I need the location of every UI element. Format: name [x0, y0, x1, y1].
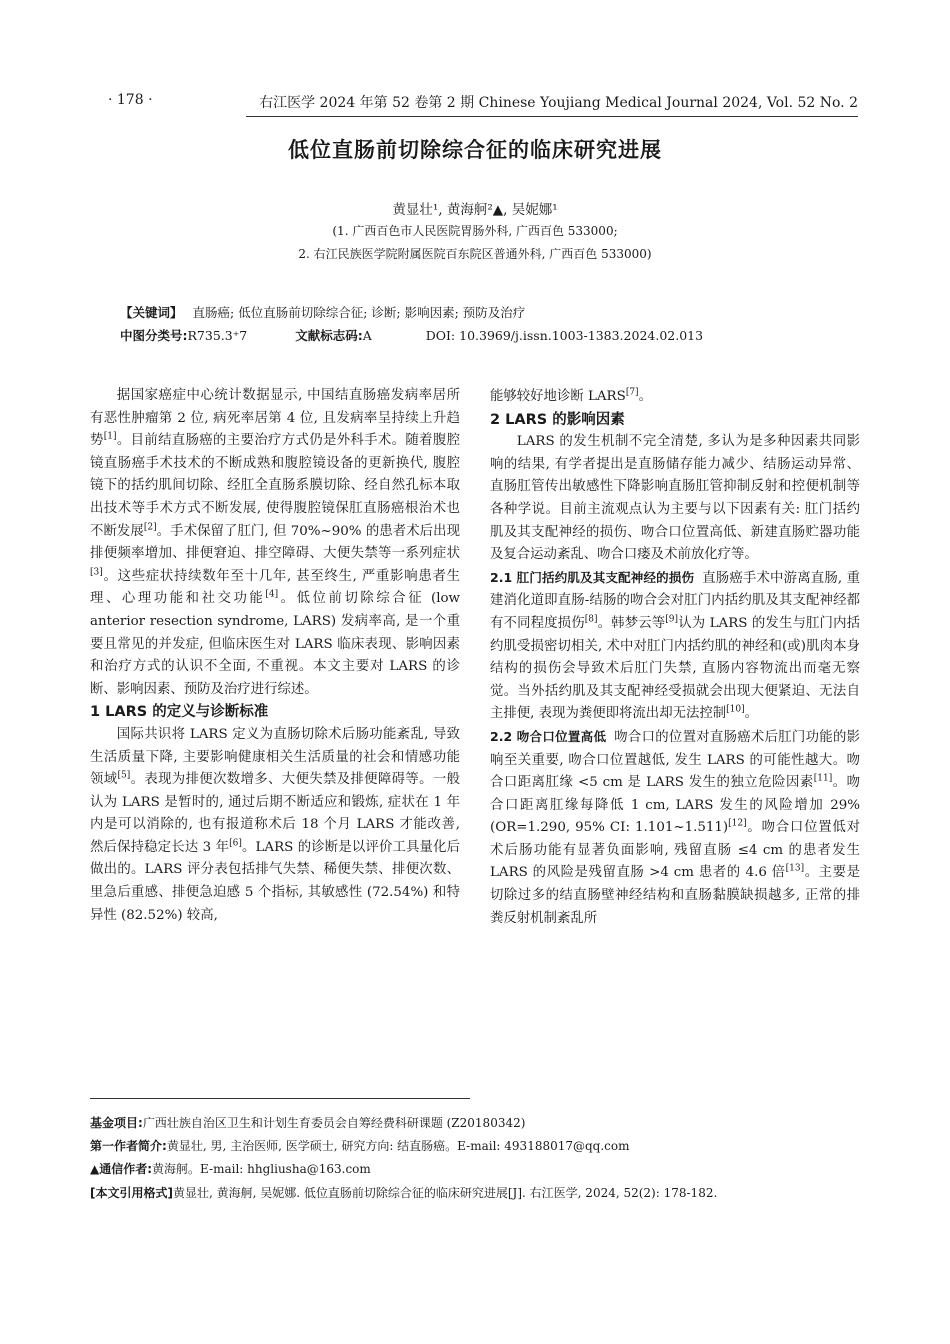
citation: [2] [143, 522, 157, 533]
citation: [7] [625, 387, 639, 398]
citation: [5] [117, 770, 131, 781]
section-heading-1: 1 LARS 的定义与诊断标准 [90, 704, 269, 721]
doc-code: A [362, 328, 372, 343]
classification-line [120, 326, 840, 344]
authors: 黄显壮¹, 黄海舸²▲, 吴妮娜¹ [392, 202, 558, 218]
sphincter-paragraph: 2.1 肛门括约肌及其支配神经的损伤 直肠癌手术中游离直肠, 重建消化道即直肠-结肠的吻合会对肛门内括约肌及其支配神经都有不同程度损伤[8]。韩梦云等[9]认为 LARS 的发生与肛门内括约肌受损密切相关, 术中对肛门内括约肌的神经和(或)肌肉本身结构的损伤会导致术后肛门失禁, 直肠内容物流出而毫无察觉。当外括约肌及其支配神经受损就会出现大便紧迫、无法自主排便, 表现为粪便即将流出却无法控制[10]。 [490, 569, 860, 722]
citation: [6] [229, 838, 242, 849]
journal-header: 右江医学 2024 年第 52 卷第 2 期 Chinese Youjiang Medical Journal 2024, Vol. 52 No. 2 [259, 95, 858, 111]
left-column [90, 385, 460, 927]
subsection-heading-2-1: 2.1 肛门括约肌及其支配神经的损伤 [490, 569, 695, 585]
affiliation-1: (1. 广西百色市人民医院胃肠外科, 广西百色 533000; [332, 224, 618, 238]
keywords: 直肠癌; 低位直肠前切除综合征; 诊断; 影响因素; 预防及治疗 [192, 305, 526, 320]
citation: [13] [785, 864, 805, 874]
citation: [9] [665, 614, 679, 625]
doi: DOI: 10.3969/j.issn.1003-1383.2024.02.013 [425, 328, 704, 343]
funding-footnote: 基金项目:广西壮族自治区卫生和计划生育委员会自筹经费科研课题 (Z20180342) [90, 1116, 526, 1130]
page-number: · 178 · [108, 92, 153, 108]
article-title: 低位直肠前切除综合征的临床研究进展 [288, 138, 662, 162]
citation: [12] [728, 818, 747, 829]
affiliation-2: 2. 右江民族医学院附属医院百东院区普通外科, 广西百色 533000) [298, 247, 652, 261]
citation: [3] [90, 567, 103, 578]
citation: [1] [103, 431, 117, 442]
factors-paragraph: LARS 的发生机制不完全清楚, 多认为是多种因素共同影响的结果, 有学者提出是直肠储存能力减少、结肠运动异常、直肠肛管传出敏感性下降影响直肠肛管抑制反射和控便机制等各种学说。目前主流观点认为主要与以下因素有关: 肛门括约肌及其支配神经的损伤、吻合口位置高低、新建直肠贮器功能及复合运动紊乱、吻合口瘘及术前放化疗等。 [490, 434, 860, 563]
citation: [11] [813, 773, 833, 784]
intro-paragraph: 据国家癌症中心统计数据显示, 中国结直肠癌发病率居所有恶性肿瘤第 2 位, 病死率居第 4 位, 且发病率呈持续上升趋势[1]。目前结直肠癌的主要治疗方式仍是外科手术。随着腹腔镜直肠癌手术技术的不断成熟和腹腔镜设备的更新换代, 腹腔镜下的括约肌间切除、经肛全直肠系膜切除、经自然孔标本取出技术等手术方式不断发展, 使得腹腔镜保肛直肠癌根治术也不断发展[2]。手术保留了肛门, 但 70%~90% 的患者术后出现排便频率增加、排便窘迫、排空障碍、大便失禁等一系列症状[3]。这些症状持续数年至十几年, 甚至终生, 严重影响患者生理、心理功能和社交功能[4]。低位前切除综合征 (low anterior resection syndrome, LARS) 发病率高, 是一个重要且常见的并发症, 但临床医生对 LARS 临床表现、影响因素和治疗方式的认识不全面, 不重视。本文主要对 LARS 的诊断、影响因素、预防及治疗进行综述。 [90, 388, 461, 697]
clc-label: 中图分类号: [120, 328, 188, 343]
anastomosis-paragraph: 2.2 吻合口位置高低 吻合口的位置对直肠癌术后肛门功能的影响至关重要, 吻合口位置越低, 发生 LARS 的可能性越大。吻合口距离肛缘 <5 cm 是 LARS 发生的独立危险因素[11]。吻合口距离肛缘每降低 1 cm, LARS 发生的风险增加 29% (OR=1.290, 95% CI: 1.101~1.511)[12]。吻合口位置低对术后肠功能有显著负面影响, 残留直肠 ≤4 cm 的患者发生 LARS 的风险是残留直肠 >4 cm 患者的 4.6 倍[13]。主要是切除过多的结直肠壁神经结构和直肠黏膜缺损越多, 正常的排粪反射机制紊乱所 [490, 728, 861, 926]
footnote-rule [90, 1098, 470, 1099]
keywords-label: 【关键词】 [120, 305, 183, 320]
keywords-line [120, 303, 840, 321]
header-rule [246, 116, 858, 117]
section-heading-2: 2 LARS 的影响因素 [490, 411, 625, 428]
citation: [8] [584, 614, 598, 625]
running-header [0, 92, 950, 114]
doc-code-label: 文献标志码: [295, 328, 363, 343]
clc-code: R735.3⁺7 [187, 328, 248, 343]
right-column [490, 386, 860, 930]
citation: [4] [265, 589, 279, 600]
corresponding-author-footnote: ▲通信作者:黄海舸。E-mail: hhgliusha@163.com [90, 1162, 371, 1176]
subsection-heading-2-2: 2.2 吻合口位置高低 [490, 728, 607, 744]
first-author-footnote: 第一作者简介:黄显壮, 男, 主治医师, 医学硕士, 研究方向: 结直肠癌。E-mail: 493188017@qq.com [90, 1139, 630, 1153]
citation: [10] [726, 704, 745, 715]
continued-paragraph: 能够较好地诊断 LARS[7]。 [490, 387, 652, 404]
definition-paragraph: 国际共识将 LARS 定义为直肠切除术后肠功能紊乱, 导致生活质量下降, 主要影响健康相关生活质量的社会和情感功能领域[5]。表现为排便次数增多、大便失禁及排便障碍等。一般认为 LARS 是暂时的, 通过后期不断适应和锻炼, 症状在 1 年内是可以消除的, 也有报道称术后 18 个月 LARS 才能改善, 然后保持稳定长达 3 年[6]。LARS 的诊断是以评价工具量化后做出的。LARS 评分表包括排气失禁、稀便失禁、排便次数、里急后重感、排便急迫感 5 个指标, 其敏感性 (72.54%) 和特异性 (82.52%) 较高, [90, 726, 461, 923]
citation-format-footnote: [本文引用格式]黄显壮, 黄海舸, 吴妮娜. 低位直肠前切除综合征的临床研究进展[J]. 右江医学, 2024, 52(2): 178-182. [90, 1186, 718, 1200]
